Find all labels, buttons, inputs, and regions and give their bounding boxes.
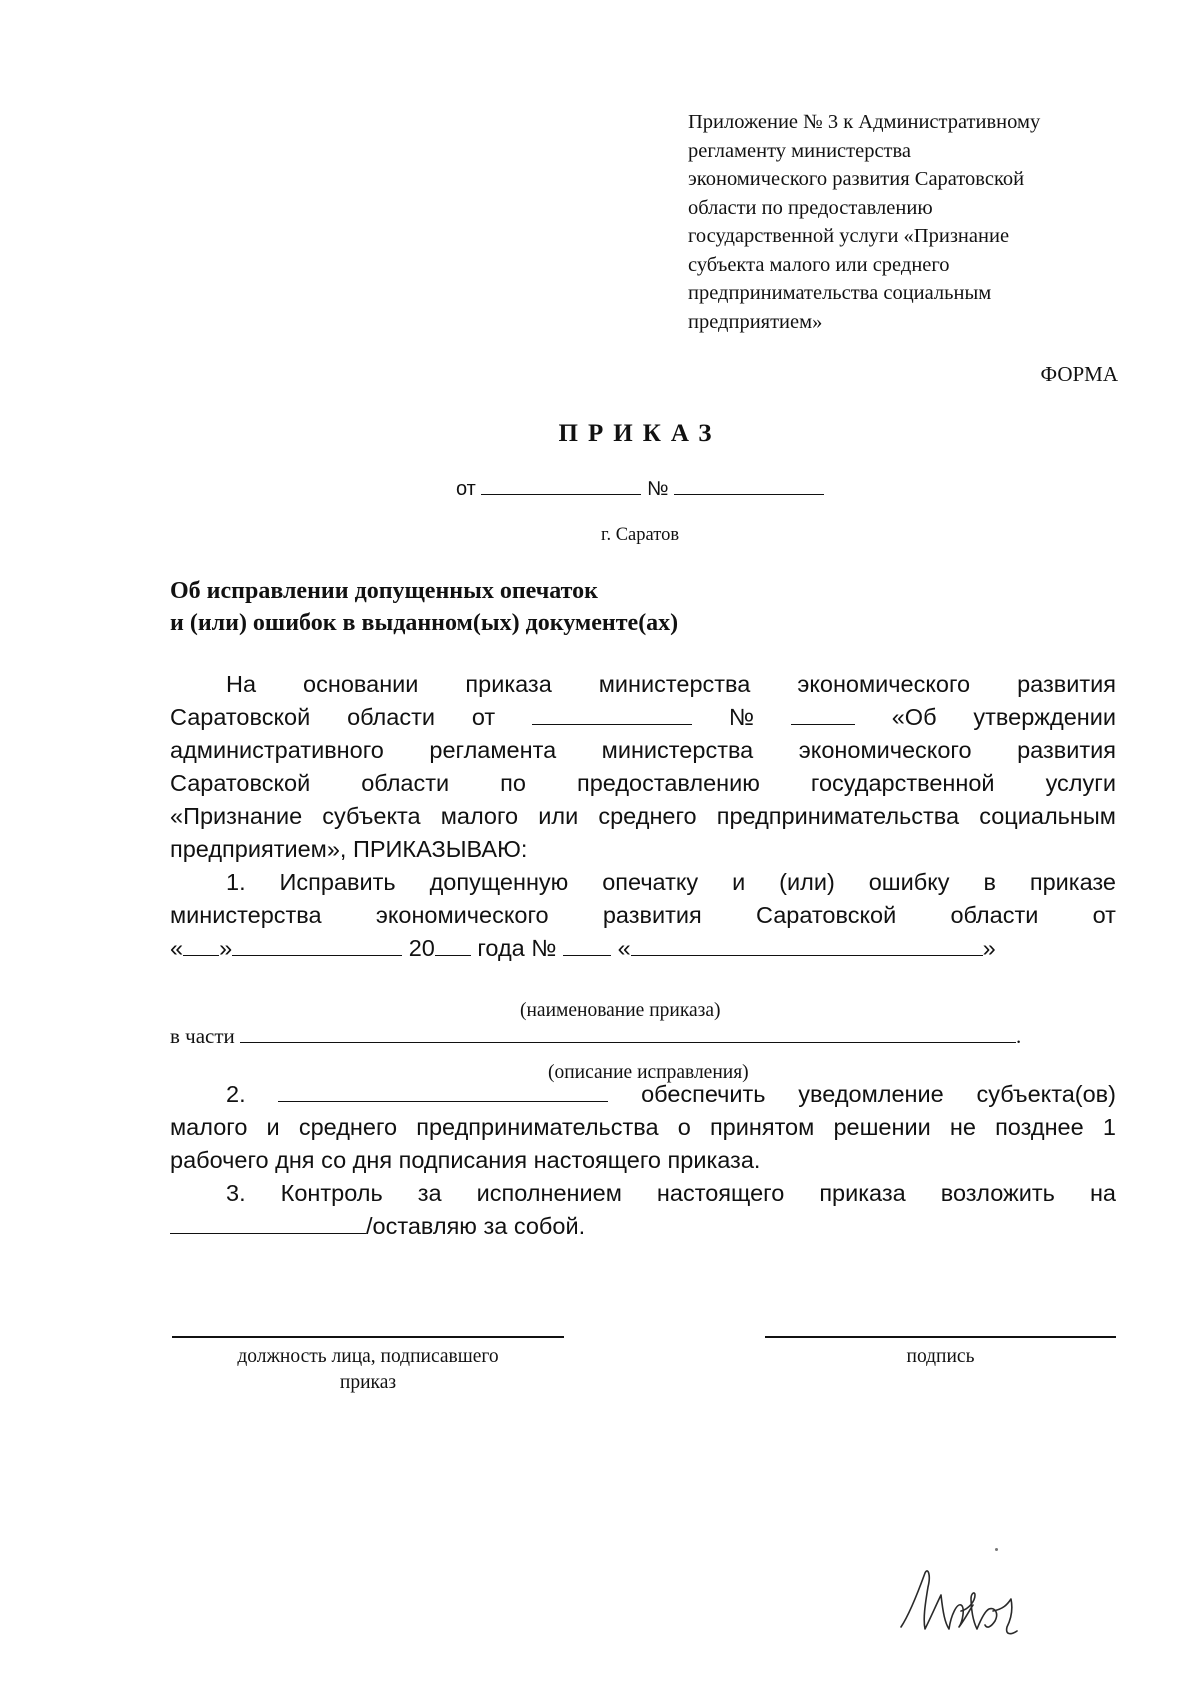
word: малого <box>440 803 519 829</box>
number-blank[interactable] <box>674 493 824 495</box>
title-close-quote: » <box>982 935 996 961</box>
year-blank[interactable] <box>435 954 471 956</box>
word: субъекта <box>322 803 421 829</box>
word: предпринимательства <box>416 1114 659 1140</box>
word: или <box>538 803 579 829</box>
position-caption-line: приказ <box>339 1372 397 1393</box>
number-sign: № <box>728 704 755 730</box>
word: принятом <box>709 1114 815 1140</box>
annex-line: государственной услуги «Признание <box>688 225 1010 247</box>
word: области <box>950 902 1039 928</box>
word: экономического <box>798 737 972 763</box>
signature-caption: подпись <box>906 1346 975 1367</box>
word: от <box>471 704 496 730</box>
word: среднего <box>298 1114 398 1140</box>
word: экономического <box>797 671 971 697</box>
responsible-blank[interactable] <box>278 1100 608 1102</box>
word: развития <box>1017 671 1116 697</box>
item1-line2 <box>170 899 1116 932</box>
control-person-blank[interactable] <box>170 1232 366 1234</box>
word: позднее <box>995 1114 1084 1140</box>
annex-line: субъекта малого или среднего <box>688 253 950 276</box>
correction-blank[interactable] <box>240 1041 1016 1043</box>
word: ошибку <box>868 869 950 895</box>
position-caption-line: должность лица, подписавшего <box>237 1346 499 1367</box>
annex-line: предприятием» <box>688 310 823 333</box>
word: предоставлению <box>576 770 760 796</box>
date-blank[interactable] <box>481 493 641 495</box>
word: от <box>1092 902 1116 928</box>
position-signature-line[interactable] <box>172 1336 564 1338</box>
word: Саратовской <box>170 770 311 796</box>
word: о <box>677 1114 691 1140</box>
word: регламента <box>429 737 557 763</box>
handwritten-initials-icon <box>895 1565 1055 1645</box>
word: среднего <box>598 803 697 829</box>
word: решении <box>833 1114 931 1140</box>
word: На <box>226 671 257 697</box>
title-open-quote: « <box>617 935 631 961</box>
word: утверждении <box>973 704 1116 730</box>
annex-reference <box>688 108 1118 336</box>
word: допущенную <box>429 869 569 895</box>
regulation-date-blank[interactable] <box>532 723 692 725</box>
word: и <box>732 869 746 895</box>
order-name-blank[interactable] <box>631 954 983 956</box>
item1-line1 <box>226 866 1116 899</box>
regulation-number-blank[interactable] <box>791 723 855 725</box>
p1-line6: предприятием», ПРИКАЗЫВАЮ: <box>170 836 528 862</box>
p1-line4 <box>170 767 1116 800</box>
item3-line2 <box>170 1210 585 1243</box>
word: социальным <box>979 803 1116 829</box>
annex-line: экономического развития Саратовской <box>688 168 1025 190</box>
word: Контроль <box>280 1180 383 1206</box>
order-number-blank[interactable] <box>563 954 611 956</box>
word: (или) <box>779 869 835 895</box>
word: в <box>983 869 996 895</box>
number-label: № <box>646 478 669 500</box>
year-number-label: года № <box>477 935 557 961</box>
word: министерства <box>170 902 322 928</box>
item2-line2 <box>170 1111 1116 1144</box>
order-title: ПРИКАЗ <box>558 420 722 447</box>
word: Саратовской <box>170 704 311 730</box>
item2-line3: рабочего дня со дня подписания настоящего приказа. <box>170 1147 761 1173</box>
word: предпринимательства <box>716 803 960 829</box>
order-name-caption: (наименование приказа) <box>520 1000 721 1021</box>
from-label: от <box>456 478 476 500</box>
word: основании <box>303 671 419 697</box>
word: Саратовской <box>755 902 897 928</box>
word: приказе <box>1029 869 1116 895</box>
annex-line: предпринимательства социальным <box>688 282 992 304</box>
in-part-label: в части <box>170 1024 235 1048</box>
p1-line1 <box>226 668 1116 701</box>
word: административного <box>170 737 384 763</box>
word: развития <box>602 902 702 928</box>
word: области <box>361 770 450 796</box>
control-tail: /оставляю за собой. <box>366 1213 586 1239</box>
word: 1 <box>1102 1114 1116 1140</box>
item1-line3 <box>170 932 996 965</box>
subject-line: Об исправлении допущенных опечаток <box>170 578 598 604</box>
word: «Об <box>891 704 937 730</box>
word: опечатку <box>602 869 699 895</box>
word: возложить <box>940 1180 1055 1206</box>
word: за <box>417 1180 442 1206</box>
signature-line[interactable] <box>765 1336 1116 1338</box>
order-subject <box>170 575 678 639</box>
word: субъекта(ов) <box>976 1081 1116 1107</box>
annex-line: Приложение № 3 к Административному <box>688 111 1041 133</box>
open-quote: « <box>170 935 184 961</box>
word: «Признание <box>170 803 303 829</box>
word: обеспечить <box>641 1081 766 1107</box>
in-part-line <box>170 1020 1021 1053</box>
word: по <box>500 770 526 796</box>
word: не <box>949 1114 976 1140</box>
word: настоящего <box>656 1180 785 1206</box>
p1-line2 <box>170 701 1116 734</box>
word: области <box>347 704 435 730</box>
word: приказа <box>465 671 552 697</box>
correction-caption: (описание исправления) <box>548 1062 749 1083</box>
ink-dot <box>995 1548 998 1551</box>
word: 1. <box>226 869 246 895</box>
word: государственной <box>810 770 995 796</box>
word: услуги <box>1045 770 1116 796</box>
word: 3. <box>226 1180 246 1206</box>
annex-line: регламенту министерства <box>688 139 912 162</box>
word: на <box>1089 1180 1116 1206</box>
position-caption <box>172 1344 564 1396</box>
word: Исправить <box>279 869 396 895</box>
word: малого <box>170 1114 248 1140</box>
order-date-number-line <box>456 478 824 501</box>
year-prefix: 20 <box>408 935 435 961</box>
word: министерства <box>601 737 754 763</box>
month-blank[interactable] <box>232 954 402 956</box>
word: уведомление <box>798 1081 944 1107</box>
subject-line: и (или) ошибок в выданном(ых) документе(ах) <box>170 610 679 636</box>
word: исполнением <box>476 1180 622 1206</box>
word: и <box>266 1114 280 1140</box>
p1-line3 <box>170 734 1116 767</box>
item-number: 2. <box>226 1081 246 1107</box>
form-label: ФОРМА <box>1040 362 1118 386</box>
word: министерства <box>598 671 751 697</box>
close-quote: » <box>219 935 233 961</box>
annex-line: области по предоставлению <box>688 196 933 219</box>
word: экономического <box>375 902 549 928</box>
word: развития <box>1017 737 1116 763</box>
word: приказа <box>819 1180 906 1206</box>
period: . <box>1016 1024 1022 1048</box>
day-blank[interactable] <box>183 954 219 956</box>
p1-line5 <box>170 800 1116 833</box>
item3-line1 <box>226 1177 1116 1210</box>
city-label: г. Саратов <box>600 525 680 545</box>
item2-line1 <box>226 1078 1116 1111</box>
